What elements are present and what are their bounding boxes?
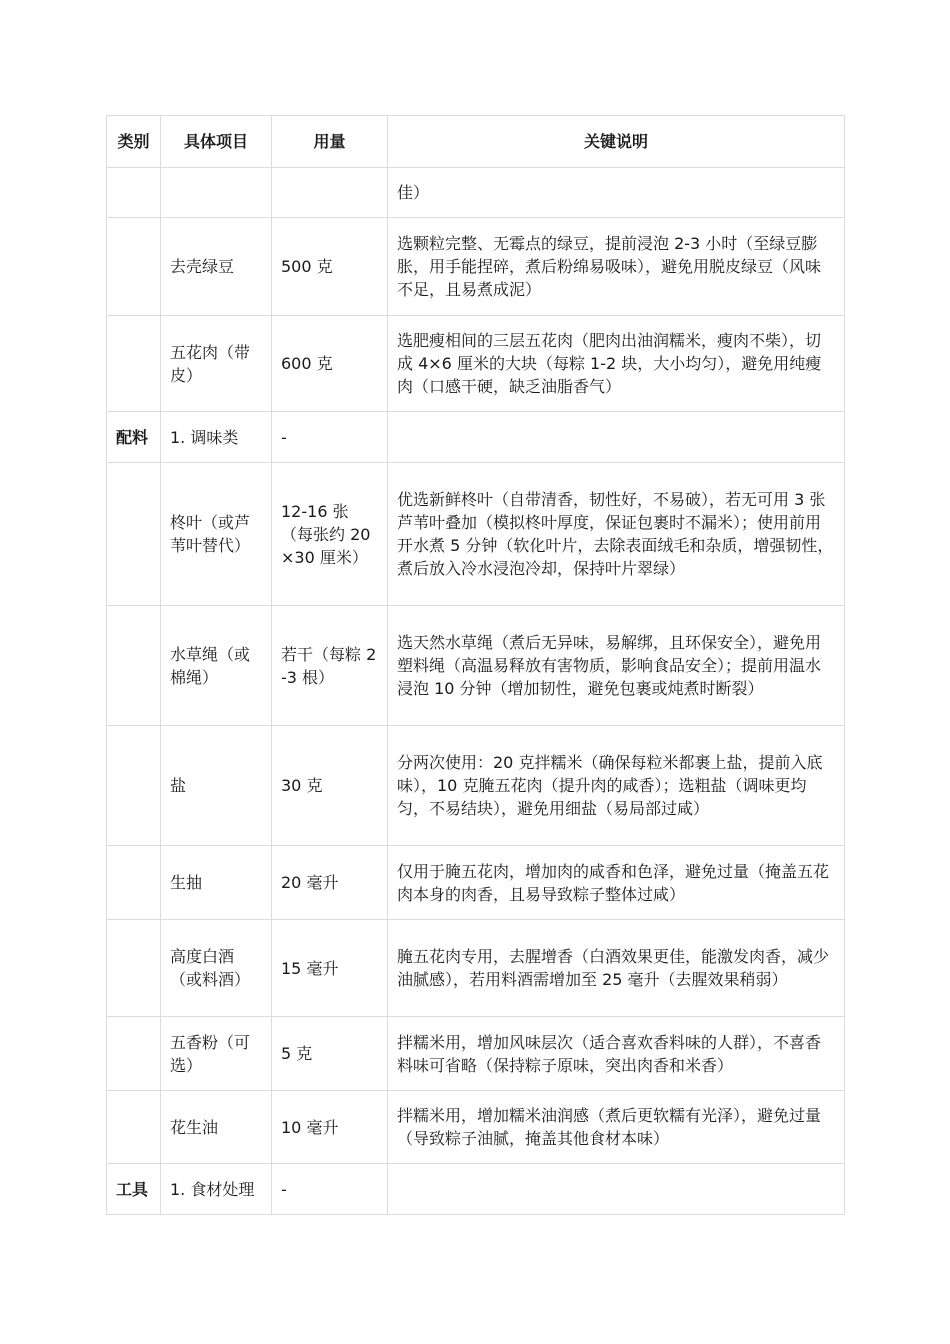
table-row	[107, 1164, 845, 1215]
table-row	[107, 846, 845, 920]
cell-amount: -	[272, 412, 388, 463]
cell-category	[107, 218, 161, 316]
table-row	[107, 1017, 845, 1091]
cell-note	[388, 1164, 845, 1215]
cell-item: 去壳绿豆	[161, 218, 272, 316]
header-category: 类别	[107, 116, 161, 168]
cell-item: 高度白酒（或料酒）	[161, 920, 272, 1017]
cell-category	[107, 168, 161, 218]
cell-note: 拌糯米用，增加风味层次（适合喜欢香料味的人群），不喜香料味可省略（保持粽子原味，突出肉香和米香）	[388, 1017, 845, 1091]
cell-note: 选肥瘦相间的三层五花肉（肥肉出油润糯米，瘦肉不柴），切成 4×6 厘米的大块（每粽 1-2 块，大小均匀），避免用纯瘦肉（口感干硬，缺乏油脂香气）	[388, 316, 845, 412]
table-header-row	[107, 116, 845, 168]
cell-note: 仅用于腌五花肉，增加肉的咸香和色泽，避免过量（掩盖五花肉本身的肉香，且易导致粽子整体过咸）	[388, 846, 845, 920]
cell-note: 拌糯米用，增加糯米油润感（煮后更软糯有光泽），避免过量（导致粽子油腻，掩盖其他食材本味）	[388, 1091, 845, 1164]
cell-category	[107, 316, 161, 412]
table-row	[107, 218, 845, 316]
header-note: 关键说明	[388, 116, 845, 168]
header-item: 具体项目	[161, 116, 272, 168]
cell-category	[107, 726, 161, 846]
table-row	[107, 412, 845, 463]
cell-item: 盐	[161, 726, 272, 846]
cell-category	[107, 1091, 161, 1164]
cell-category	[107, 920, 161, 1017]
cell-note: 选颗粒完整、无霉点的绿豆，提前浸泡 2-3 小时（至绿豆膨胀，用手能捏碎，煮后粉绵易吸味），避免用脱皮绿豆（风味不足，且易煮成泥）	[388, 218, 845, 316]
cell-item: 五香粉（可选）	[161, 1017, 272, 1091]
table-row	[107, 726, 845, 846]
cell-category	[107, 1017, 161, 1091]
cell-note: 优选新鲜柊叶（自带清香，韧性好，不易破），若无可用 3 张芦苇叶叠加（模拟柊叶厚度，保证包裹时不漏米）；使用前用开水煮 5 分钟（软化叶片，去除表面绒毛和杂质，增强韧性，煮后放入冷水浸泡冷却，保持叶片翠绿）	[388, 463, 845, 606]
cell-amount: 20 毫升	[272, 846, 388, 920]
cell-item: 1. 调味类	[161, 412, 272, 463]
cell-amount: 30 克	[272, 726, 388, 846]
cell-amount: -	[272, 1164, 388, 1215]
cell-category	[107, 463, 161, 606]
cell-note: 分两次使用：20 克拌糯米（确保每粒米都裹上盐，提前入底味），10 克腌五花肉（提升肉的咸香）；选粗盐（调味更均匀，不易结块），避免用细盐（易局部过咸）	[388, 726, 845, 846]
cell-amount: 10 毫升	[272, 1091, 388, 1164]
table-row	[107, 606, 845, 726]
cell-note: 选天然水草绳（煮后无异味，易解绑，且环保安全），避免用塑料绳（高温易释放有害物质，影响食品安全）；提前用温水浸泡 10 分钟（增加韧性，避免包裹或炖煮时断裂）	[388, 606, 845, 726]
cell-item: 生抽	[161, 846, 272, 920]
cell-item: 水草绳（或棉绳）	[161, 606, 272, 726]
cell-category: 工具	[107, 1164, 161, 1215]
cell-amount: 12-16 张（每张约 20×30 厘米）	[272, 463, 388, 606]
header-amount: 用量	[272, 116, 388, 168]
cell-amount: 600 克	[272, 316, 388, 412]
cell-item: 花生油	[161, 1091, 272, 1164]
cell-item	[161, 168, 272, 218]
cell-item: 柊叶（或芦苇叶替代）	[161, 463, 272, 606]
cell-amount: 5 克	[272, 1017, 388, 1091]
cell-item: 五花肉（带皮）	[161, 316, 272, 412]
table-row	[107, 316, 845, 412]
cell-category: 配料	[107, 412, 161, 463]
ingredients-table	[106, 115, 845, 1215]
cell-amount: 若干（每粽 2-3 根）	[272, 606, 388, 726]
table-row	[107, 1091, 845, 1164]
table-row	[107, 463, 845, 606]
table-row	[107, 168, 845, 218]
cell-amount	[272, 168, 388, 218]
cell-note: 佳）	[388, 168, 845, 218]
cell-amount: 500 克	[272, 218, 388, 316]
cell-item: 1. 食材处理	[161, 1164, 272, 1215]
table-row	[107, 920, 845, 1017]
cell-note: 腌五花肉专用，去腥增香（白酒效果更佳，能激发肉香，减少油腻感），若用料酒需增加至 25 毫升（去腥效果稍弱）	[388, 920, 845, 1017]
cell-amount: 15 毫升	[272, 920, 388, 1017]
cell-category	[107, 846, 161, 920]
cell-note	[388, 412, 845, 463]
cell-category	[107, 606, 161, 726]
